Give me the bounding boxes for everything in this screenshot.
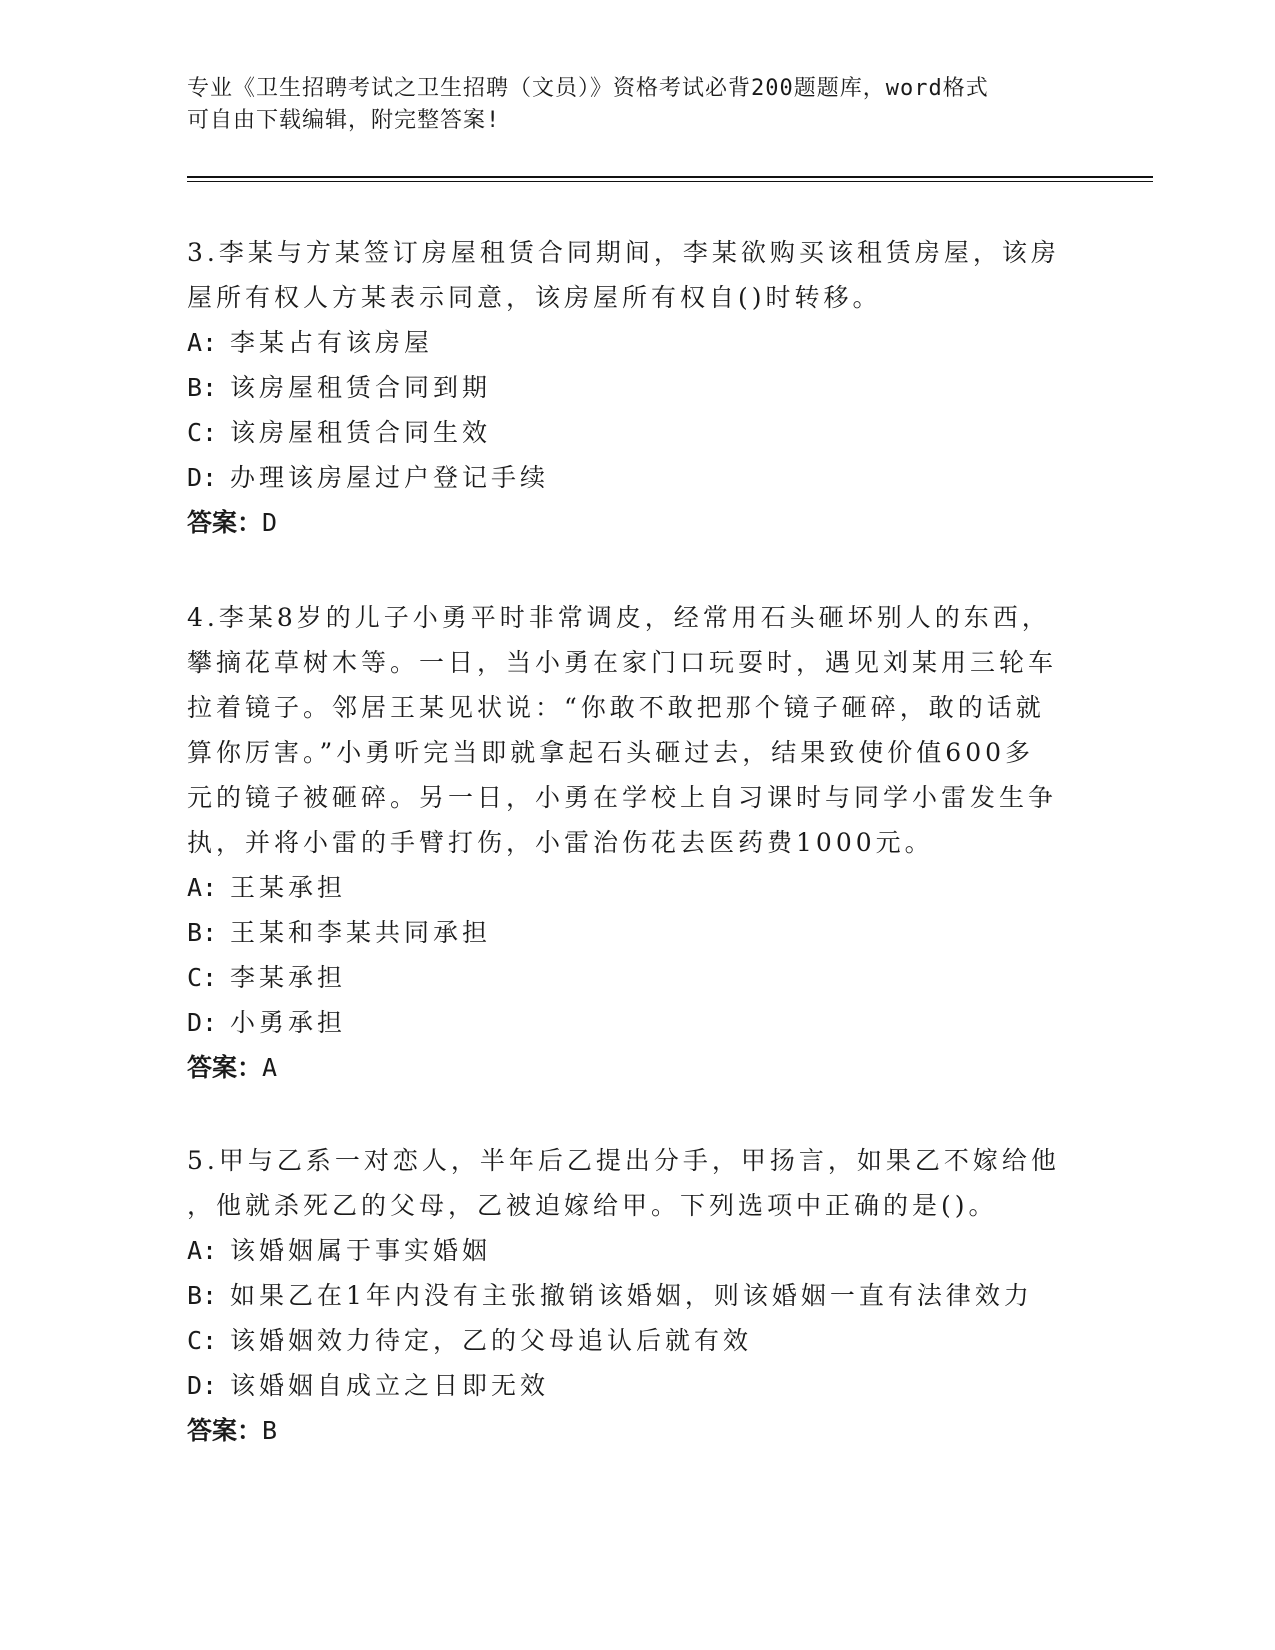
option-c bbox=[187, 955, 1067, 1000]
option-key: A: bbox=[187, 873, 218, 902]
option-key: D: bbox=[187, 463, 218, 492]
option-d bbox=[187, 1363, 1067, 1408]
answer-line bbox=[187, 500, 1067, 546]
header-line-2: 可自由下载编辑，附完整答案! bbox=[187, 108, 501, 133]
option-text: 办理该房屋过户登记手续 bbox=[230, 463, 550, 492]
stem-line: 5.甲与乙系一对恋人，半年后乙提出分手，甲扬言，如果乙不嫁给他 bbox=[187, 1146, 1060, 1175]
header-divider-thin bbox=[187, 181, 1153, 182]
option-a bbox=[187, 865, 1067, 910]
option-key: B: bbox=[187, 373, 218, 402]
answer-line bbox=[187, 1045, 1067, 1091]
option-b bbox=[187, 1273, 1067, 1318]
option-key: B: bbox=[187, 918, 218, 947]
option-text: 该房屋租赁合同生效 bbox=[230, 418, 492, 447]
option-text: 该婚姻效力待定，乙的父母追认后就有效 bbox=[230, 1326, 753, 1355]
answer-value: B bbox=[262, 1416, 278, 1445]
answer-label: 答案： bbox=[187, 508, 263, 537]
stem-line: 屋所有权人方某表示同意，该房屋所有权自()时转移。 bbox=[187, 283, 882, 312]
option-c bbox=[187, 1318, 1067, 1363]
option-key: C: bbox=[187, 963, 218, 992]
option-a bbox=[187, 1228, 1067, 1273]
stem-line: 攀摘花草树木等。一日，当小勇在家门口玩耍时，遇见刘某用三轮车 bbox=[187, 648, 1058, 677]
option-text: 该婚姻自成立之日即无效 bbox=[230, 1371, 550, 1400]
question-stem bbox=[187, 230, 1067, 320]
stem-line: 拉着镜子。邻居王某见状说：“你敢不敢把那个镜子砸碎，敢的话就 bbox=[187, 693, 1045, 722]
option-text: 该婚姻属于事实婚姻 bbox=[230, 1236, 492, 1265]
option-c bbox=[187, 410, 1067, 455]
option-key: C: bbox=[187, 1326, 218, 1355]
question-item bbox=[187, 595, 1067, 1091]
stem-line: 执，并将小雷的手臂打伤，小雷治伤花去医药费1000元。 bbox=[187, 828, 934, 857]
option-key: C: bbox=[187, 418, 218, 447]
answer-value: A bbox=[262, 1053, 278, 1082]
answer-label: 答案： bbox=[187, 1053, 263, 1082]
option-key: D: bbox=[187, 1008, 218, 1037]
answer-label: 答案： bbox=[187, 1416, 263, 1445]
header-line-1: 专业《卫生招聘考试之卫生招聘（文员）》资格考试必背200题题库，word格式 bbox=[187, 76, 989, 101]
question-stem bbox=[187, 595, 1067, 865]
stem-line: ，他就杀死乙的父母，乙被迫嫁给甲。下列选项中正确的是()。 bbox=[187, 1191, 998, 1220]
option-text: 王某承担 bbox=[230, 873, 347, 902]
header-divider bbox=[187, 176, 1153, 178]
answer-value: D bbox=[262, 508, 278, 537]
option-key: A: bbox=[187, 1236, 218, 1265]
option-key: A: bbox=[187, 328, 218, 357]
option-text: 李某占有该房屋 bbox=[230, 328, 434, 357]
stem-line: 算你厉害。”小勇听完当即就拿起石头砸过去，结果致使价值600多 bbox=[187, 738, 1035, 767]
stem-line: 4.李某8岁的儿子小勇平时非常调皮，经常用石头砸坏别人的东西， bbox=[187, 603, 1051, 632]
option-text: 李某承担 bbox=[230, 963, 347, 992]
option-key: B: bbox=[187, 1281, 218, 1310]
option-text: 王某和李某共同承担 bbox=[230, 918, 492, 947]
question-item bbox=[187, 1138, 1067, 1454]
question-stem bbox=[187, 1138, 1067, 1228]
option-b bbox=[187, 365, 1067, 410]
option-a bbox=[187, 320, 1067, 365]
option-d bbox=[187, 455, 1067, 500]
option-text: 小勇承担 bbox=[230, 1008, 347, 1037]
document-header bbox=[187, 73, 1067, 137]
stem-line: 3.李某与方某签订房屋租赁合同期间，李某欲购买该租赁房屋，该房 bbox=[187, 238, 1060, 267]
answer-line bbox=[187, 1408, 1067, 1454]
stem-line: 元的镜子被砸碎。另一日，小勇在学校上自习课时与同学小雷发生争 bbox=[187, 783, 1058, 812]
option-d bbox=[187, 1000, 1067, 1045]
option-key: D: bbox=[187, 1371, 218, 1400]
option-text: 如果乙在1年内没有主张撤销该婚姻，则该婚姻一直有法律效力 bbox=[230, 1281, 1033, 1310]
question-item bbox=[187, 230, 1067, 546]
option-text: 该房屋租赁合同到期 bbox=[230, 373, 492, 402]
option-b bbox=[187, 910, 1067, 955]
